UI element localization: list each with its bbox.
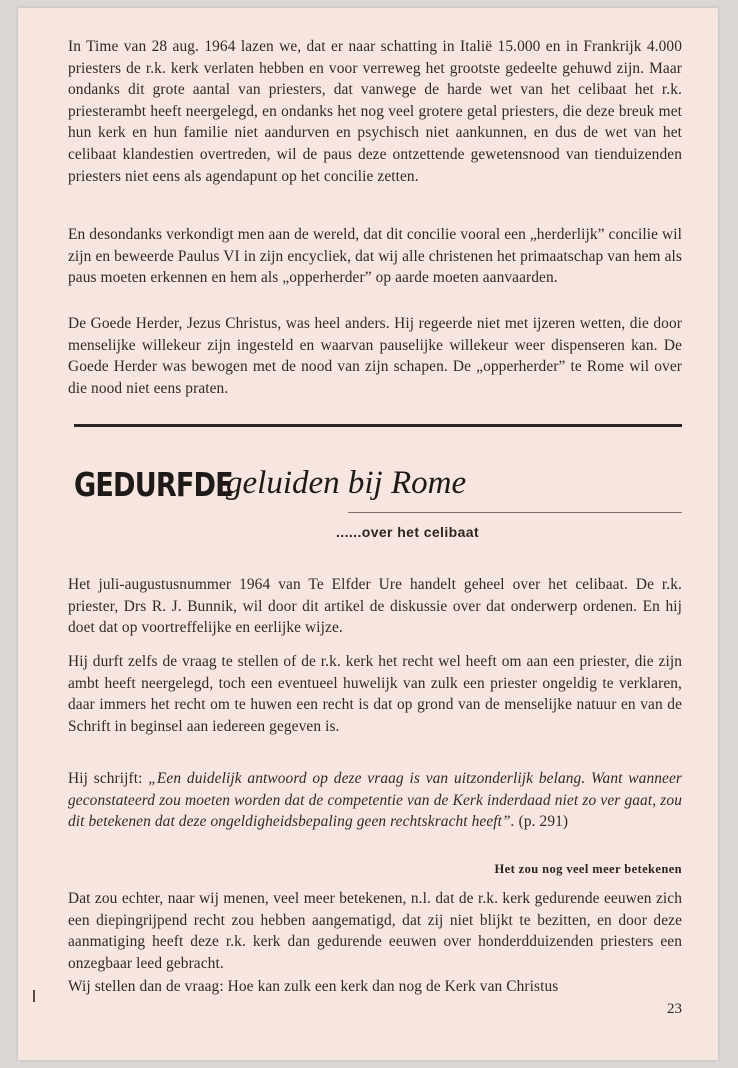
quote-reference: (p. 291) [514,813,569,831]
article2-paragraph-3 [68,768,682,833]
article2-paragraph-5: Wij stellen dan de vraag: Hoe kan zulk een kerk dan nog de Kerk van Christus [68,978,559,995]
quote-text: „Een duidelijk antwoord op deze vraag is van uitzonderlijk belang. Want wanneer geconstateerd zou moeten worden dat de competentie van de Kerk inderdaad niet zo ver gaat, zou dit betekenen dat deze ongeldigheidsbepaling geen rechtskracht heeft”. [68,770,682,831]
section-divider [74,424,682,427]
article2-paragraph-4: Dat zou echter, naar wij menen, veel meer betekenen, n.l. dat de r.k. kerk gedurende eeuwen zich een diepingrijpend recht zou hebben aangematigd, dat zij niet blijkt te bezitten, en door deze aanmatiging heeft deze r.k. kerk dan gedurende eeuwen over honderdduizenden priesters een onzegbaar leed gebracht. [68,890,682,972]
article2-paragraph-2: Hij durft zelfs de vraag te stellen of de r.k. kerk het recht wel heeft om aan een priester, die zijn ambt heeft neergelegd, toch een eventueel huwelijk van zulk een priester ongeldig te verklaren, daar immers het recht om te huwen een recht is dat op grond van de menselijke natuur en van de Schrift in beginsel aan iedereen gegeven is. [68,653,682,735]
quote-lead: Hij schrijft: [68,770,149,787]
title-underline [348,512,682,513]
section-subheading: Het zou nog veel meer betekenen [494,862,682,876]
title-bold-word: GEDURFDE [74,465,233,504]
article1-paragraph-3: De Goede Herder, Jezus Christus, was heel anders. Hij regeerde niet met ijzeren wetten, die door menselijke willekeur zijn ingesteld en waarvan pauselijke willekeur weer dispenseren kan. De Goede Herder was bewogen met de nood van zijn schapen. De „opperherder” te Rome wil over die nood niet eens praten. [68,315,682,397]
page-number: 23 [667,1001,682,1017]
article-subtitle: ......over het celibaat [336,524,480,540]
title-italic-phrase: geluiden bij Rome [226,465,467,501]
article2-paragraph-1: Het juli-augustusnummer 1964 van Te Elfder Ure handelt geheel over het celibaat. De r.k. priester, Drs R. J. Bunnik, wil door dit artikel de diskussie over dat onderwerp ordenen. En hij doet dat op voortreffelijke en eerlijke wijze. [68,576,682,637]
article-title [74,465,467,504]
article1-paragraph-2: En desondanks verkondigt men aan de wereld, dat dit concilie vooral een „herderlijk” concilie wil zijn en beweerde Paulus VI in zijn encycliek, dat wij alle christenen het primaatschap van hem als paus moeten erkennen en hem als „opperherder” op aarde moeten aanvaarden. [68,226,682,287]
gutter-mark [33,990,35,1002]
article1-paragraph-1: In Time van 28 aug. 1964 lazen we, dat er naar schatting in Italië 15.000 en in Frankrijk 4.000 priesters de r.k. kerk verlaten hebben en voor verreweg het grootste gedeelte gehuwd zijn. Maar ondanks dit grote aantal van priesters, dat vanwege de harde wet van het celibaat het r.k. priesterambt heeft neergelegd, en ondanks het nog veel grotere getal priesters, die deze breuk met hun kerk en hun familie niet aandurven en psychisch niet aankunnen, en dus de wet van het celibaat klandestien overtreden, wil de paus deze ontzettende gewetensnood van tienduizenden priesters niet eens als agendapunt op het concilie zetten. [68,38,682,185]
